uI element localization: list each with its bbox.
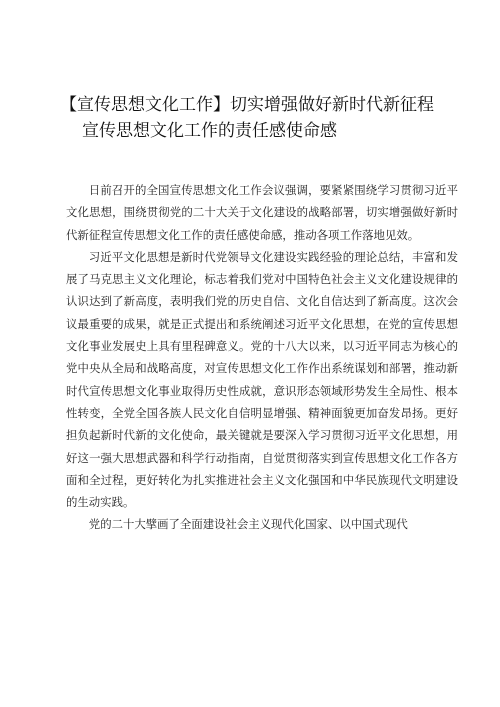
paragraph: 党的二十大擘画了全面建设社会主义现代化国家、以中国式现代	[88, 517, 408, 532]
document-body	[66, 179, 458, 536]
paragraph: 习近平文化思想是新时代党领导文化建设实践经验的理论总结，丰富和发展了马克思主义文化理论，标志着我们党对中国特色社会主义文化建设规律的认识达到了新高度，表明我们党的历史自信、文化自信达到了新高度。这次会议最重要的成果，就是正式提出和系统阐述习近平文化思想，在党的宣传思想文化事业发展史上具有里程碑意义。党的十八大以来，以习近平同志为核心的党中央从全局和战略高度，对宣传思想文化工作作出系统谋划和部署，推动新时代宣传思想文化事业取得历史性成就，意识形态领域形势发生全局性、根本性转变，全党全国各族人民文化自信明显增强、精神面貌更加奋发昂扬。更好担负起新时代新的文化使命，最关键就是要深入学习贯彻习近平文化思想，用好这一强大思想武器和科学行动指南，自觉贯彻落实到宣传思想文化工作各方面和全过程，更好转化为扎实推进社会主义文化强国和中华民族现代文明建设的生动实践。	[66, 249, 458, 510]
title-line-2: 宣传思想文化工作的责任感使命感	[82, 121, 337, 141]
document-title	[60, 92, 460, 144]
paragraph: 日前召开的全国宣传思想文化工作会议强调，要紧紧围绕学习贯彻习近平文化思想，围绕贯彻党的二十大关于文化建设的战略部署，切实增强做好新时代新征程宣传思想文化工作的责任感使命感，推动各项工作落地见效。	[66, 183, 458, 242]
title-line-1: 【宣传思想文化工作】切实增强做好新时代新征程	[60, 95, 434, 115]
